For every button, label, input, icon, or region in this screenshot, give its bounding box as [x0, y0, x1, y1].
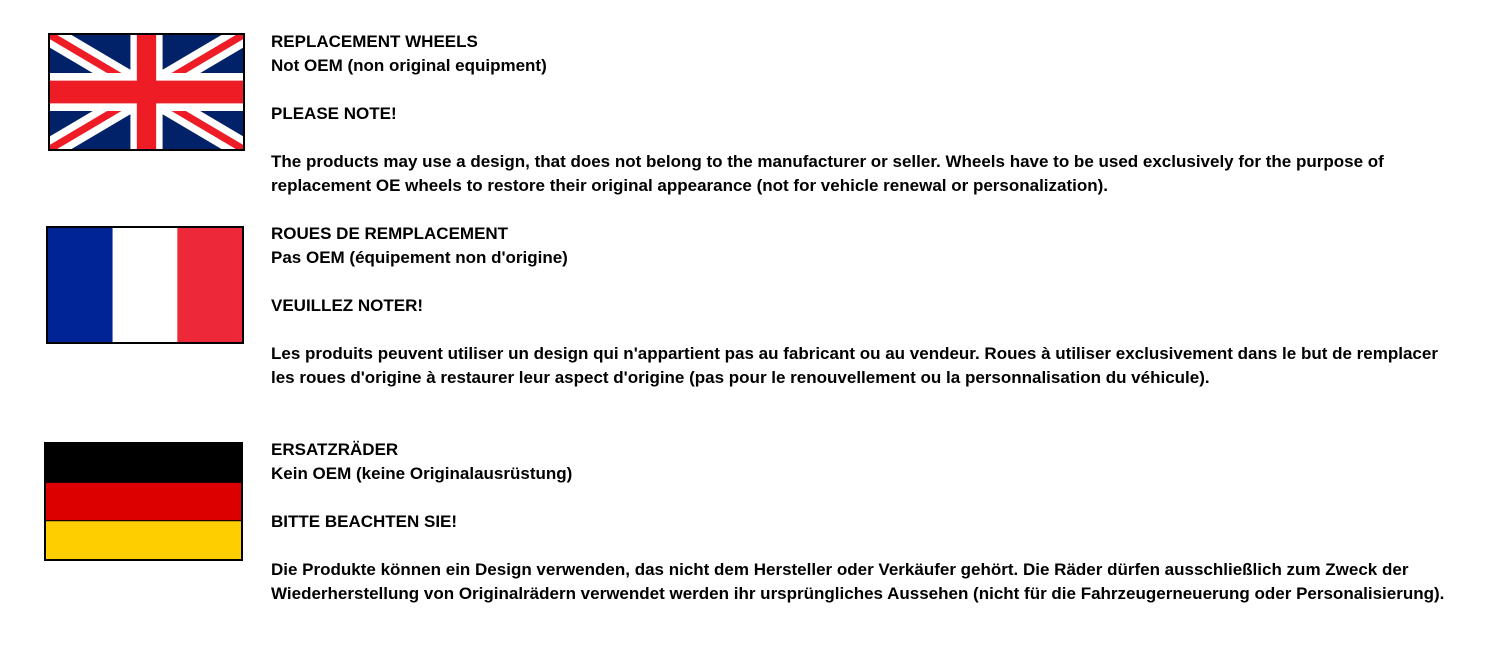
- section-heading: ERSATZRÄDER: [271, 440, 399, 459]
- section-subheading: Pas OEM (équipement non d'origine): [271, 248, 568, 267]
- section-heading: ROUES DE REMPLACEMENT: [271, 224, 509, 243]
- uk-flag-icon: [48, 33, 245, 151]
- section-heading: REPLACEMENT WHEELS: [271, 32, 478, 51]
- section-body: Die Produkte können ein Design verwenden, das nicht dem Hersteller oder Verkäufer gehört. Die Räder dürfen ausschließlich zum Zweck der Wiederherstellung von Originalrädern verwendet werden ihr ursprüngliches Aussehen (nicht für die Fahrzeugerneuerung oder Personalisierung).: [271, 560, 1445, 603]
- section-text: [271, 438, 1461, 606]
- section-body: The products may use a design, that does not belong to the manufacturer or seller. Wheels have to be used exclusively for the purpose of replacement OE wheels to restore their original appearance (not for vehicle renewal or personalization).: [271, 152, 1384, 195]
- section-note: BITTE BEACHTEN SIE!: [271, 512, 458, 531]
- section-note: PLEASE NOTE!: [271, 104, 397, 123]
- section-text: [271, 222, 1461, 390]
- france-flag-icon: [46, 226, 244, 344]
- section-subheading: Not OEM (non original equipment): [271, 56, 547, 75]
- section-note: VEUILLEZ NOTER!: [271, 296, 424, 315]
- section-subheading: Kein OEM (keine Originalausrüstung): [271, 464, 573, 483]
- section-text: [271, 30, 1461, 198]
- germany-flag-icon: [44, 442, 243, 561]
- section-body: Les produits peuvent utiliser un design qui n'appartient pas au fabricant ou au vendeur. Roues à utiliser exclusivement dans le but de remplacer les roues d'origine à restaurer leur aspect d'origine (pas pour le renouvellement ou la personnalisation du véhicule).: [271, 344, 1438, 387]
